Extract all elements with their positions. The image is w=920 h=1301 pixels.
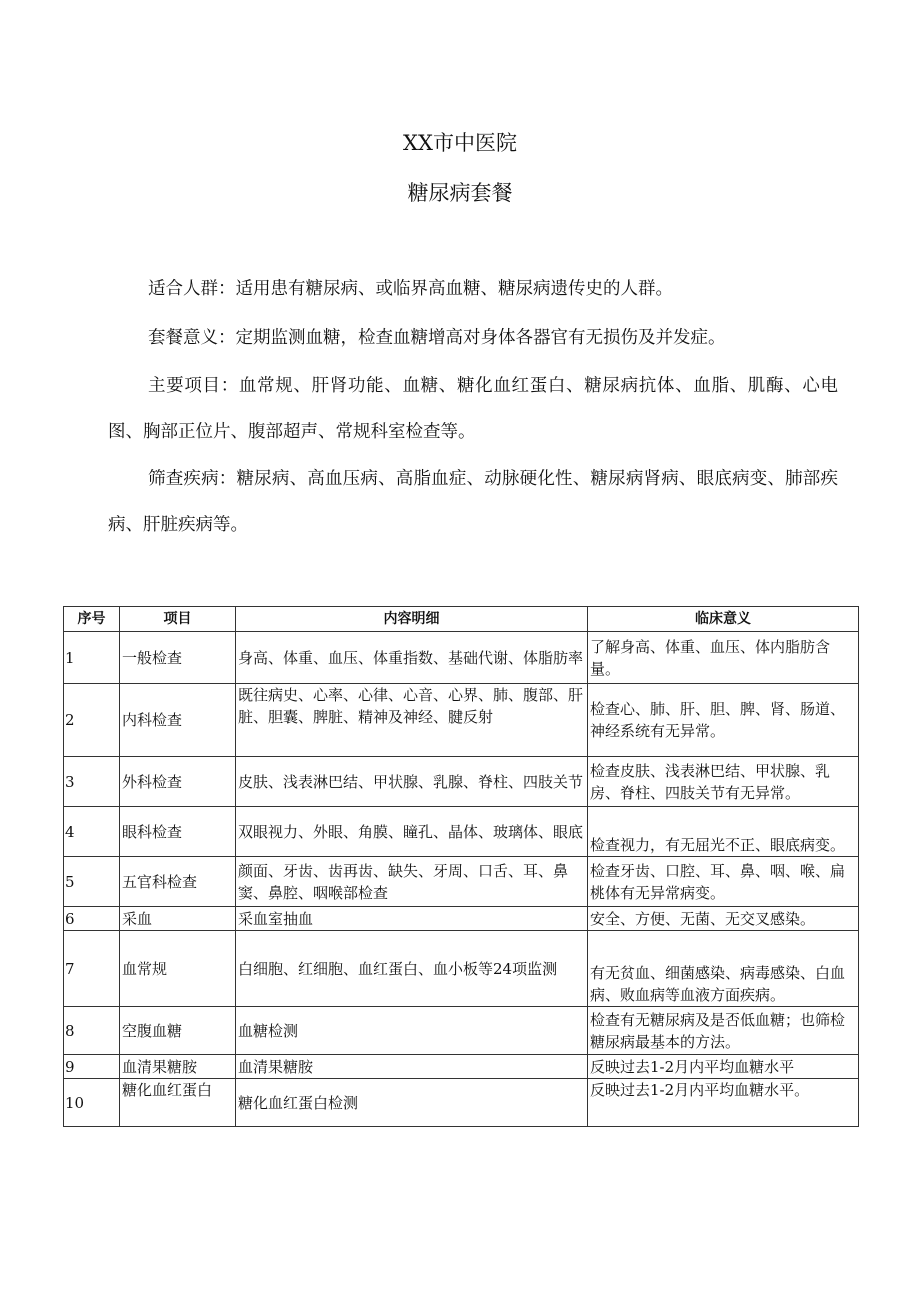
row-content: 身高、体重、血压、体重指数、基础代谢、体脂肪率 bbox=[236, 632, 588, 684]
table-row bbox=[64, 807, 859, 857]
row-no: 8 bbox=[64, 1007, 120, 1055]
row-no: 9 bbox=[64, 1055, 120, 1079]
table-row bbox=[64, 1007, 859, 1055]
row-item: 采血 bbox=[120, 907, 236, 931]
row-content: 采血室抽血 bbox=[236, 907, 588, 931]
table-row bbox=[64, 931, 859, 1007]
row-item: 五官科检查 bbox=[120, 857, 236, 907]
row-no: 2 bbox=[64, 684, 120, 757]
row-item: 空腹血糖 bbox=[120, 1007, 236, 1055]
row-item: 一般检查 bbox=[120, 632, 236, 684]
row-item: 眼科检查 bbox=[120, 807, 236, 857]
row-content: 血清果糖胺 bbox=[236, 1055, 588, 1079]
header-content: 内容明细 bbox=[236, 607, 588, 632]
row-content: 糖化血红蛋白检测 bbox=[236, 1079, 588, 1127]
table-row bbox=[64, 907, 859, 931]
table-row bbox=[64, 857, 859, 907]
row-content: 白细胞、红细胞、血红蛋白、血小板等24项监测 bbox=[236, 931, 588, 1007]
row-no: 4 bbox=[64, 807, 120, 857]
table-row bbox=[64, 632, 859, 684]
row-meaning: 反映过去1-2月内平均血糖水平 bbox=[588, 1055, 859, 1079]
row-item: 外科检查 bbox=[120, 757, 236, 807]
row-content: 双眼视力、外眼、角膜、瞳孔、晶体、玻璃体、眼底 bbox=[236, 807, 588, 857]
row-content: 既往病史、心率、心律、心音、心界、肺、腹部、肝脏、胆囊、脾脏、精神及神经、腱反射 bbox=[236, 684, 588, 757]
row-meaning: 有无贫血、细菌感染、病毒感染、白血病、败血病等血液方面疾病。 bbox=[588, 931, 859, 1007]
row-meaning: 检查有无糖尿病及是否低血糖；也筛检糖尿病最基本的方法。 bbox=[588, 1007, 859, 1055]
table-row bbox=[64, 684, 859, 757]
header-no: 序号 bbox=[64, 607, 120, 632]
row-no: 6 bbox=[64, 907, 120, 931]
row-meaning: 检查皮肤、浅表淋巴结、甲状腺、乳房、脊柱、四肢关节有无异常。 bbox=[588, 757, 859, 807]
row-meaning: 反映过去1-2月内平均血糖水平。 bbox=[588, 1079, 859, 1127]
header-meaning: 临床意义 bbox=[588, 607, 859, 632]
table-row bbox=[64, 757, 859, 807]
row-content: 颜面、牙齿、齿再齿、缺失、牙周、口舌、耳、鼻窦、鼻腔、咽喉部检查 bbox=[236, 857, 588, 907]
row-no: 7 bbox=[64, 931, 120, 1007]
row-content: 血糖检测 bbox=[236, 1007, 588, 1055]
row-meaning: 检查牙齿、口腔、耳、鼻、咽、喉、扁桃体有无异常病变。 bbox=[588, 857, 859, 907]
exam-items-table bbox=[63, 606, 859, 1127]
row-item: 血清果糖胺 bbox=[120, 1055, 236, 1079]
row-no: 3 bbox=[64, 757, 120, 807]
main-items-paragraph: 主要项目：血常规、肝肾功能、血糖、糖化血红蛋白、糖尿病抗体、血脂、肌酶、心电图、胸部正位片、腹部超声、常规科室检查等。 bbox=[108, 376, 838, 442]
table-header-row bbox=[64, 607, 859, 632]
row-item: 血常规 bbox=[120, 931, 236, 1007]
row-no: 1 bbox=[64, 632, 120, 684]
row-item: 内科检查 bbox=[120, 684, 236, 757]
significance-paragraph: 套餐意义：定期监测血糖，检查血糖增高对身体各器官有无损伤及并发症。 bbox=[148, 328, 726, 348]
package-title: 糖尿病套餐 bbox=[407, 181, 513, 205]
header-item: 项目 bbox=[120, 607, 236, 632]
table-row bbox=[64, 1055, 859, 1079]
row-meaning: 安全、方便、无菌、无交叉感染。 bbox=[588, 907, 859, 931]
row-meaning: 检查心、肺、肝、胆、脾、肾、肠道、神经系统有无异常。 bbox=[588, 684, 859, 757]
hospital-title: XX市中医院 bbox=[403, 131, 517, 155]
row-item: 糖化血红蛋白 bbox=[120, 1079, 236, 1127]
table-row bbox=[64, 1079, 859, 1127]
row-no: 5 bbox=[64, 857, 120, 907]
screened-diseases-paragraph: 筛查疾病：糖尿病、高血压病、高脂血症、动脉硬化性、糖尿病肾病、眼底病变、肺部疾病、肝脏疾病等。 bbox=[108, 469, 838, 535]
target-group-paragraph: 适合人群：适用患有糖尿病、或临界高血糖、糖尿病遗传史的人群。 bbox=[148, 279, 673, 299]
row-content: 皮肤、浅表淋巴结、甲状腺、乳腺、脊柱、四肢关节 bbox=[236, 757, 588, 807]
row-meaning: 了解身高、体重、血压、体内脂肪含量。 bbox=[588, 632, 859, 684]
row-no: 10 bbox=[64, 1079, 120, 1127]
row-meaning: 检查视力，有无屈光不正、眼底病变。 bbox=[588, 807, 859, 857]
